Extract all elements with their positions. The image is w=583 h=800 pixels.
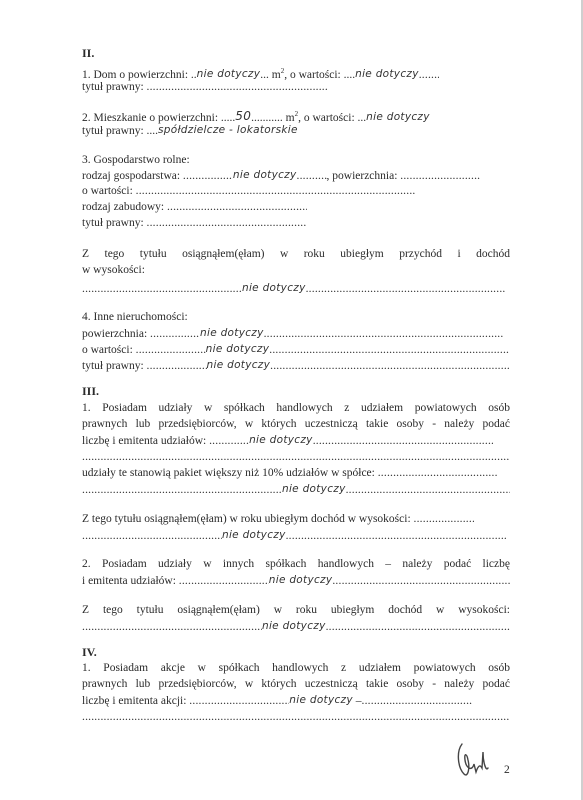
flat-value-label: , o wartości: ...	[298, 112, 367, 124]
s3-p1-line3	[82, 433, 510, 448]
dotted-fill	[147, 80, 327, 94]
house-title-label: tytuł prawny:	[82, 81, 147, 93]
dotted-fill	[183, 169, 233, 183]
other-area-line	[82, 326, 510, 341]
dotted-fill	[378, 466, 498, 480]
handwritten-not-applicable: nie dotyczy	[200, 327, 264, 339]
s3-fill-line	[82, 450, 510, 464]
dotted-fill	[82, 483, 282, 497]
dotted-fill	[264, 327, 504, 341]
income-text-line1: Z tego tytułu osiągnąłem(ęłam) w roku ubiegłym przychód i dochód	[82, 248, 510, 260]
handwritten-not-applicable: nie dotyczy	[232, 169, 297, 181]
handwritten-flat-area: 50	[235, 109, 252, 123]
farm-type-line	[82, 168, 510, 183]
dotted-fill	[82, 529, 222, 543]
signature-image	[452, 738, 496, 782]
dotted-fill	[167, 200, 307, 214]
dotted-fill	[82, 282, 242, 296]
farm-type-label: rodzaj gospodarstwa:	[82, 170, 183, 182]
farm-build-line	[82, 200, 510, 214]
handwritten-not-applicable: nie dotyczy	[206, 359, 271, 371]
house-value-label: , o wartości: ....	[284, 69, 356, 81]
dotted-fill	[414, 512, 474, 526]
s3-package-fill-line	[82, 482, 510, 497]
handwritten-not-applicable: nie dotyczy	[289, 694, 353, 706]
section-iii-heading: III.	[82, 384, 100, 398]
dotted-fill	[147, 216, 307, 230]
handwritten-cooperative: spółdzielcze - lokatorskie	[158, 124, 298, 136]
dotted-fill	[270, 359, 510, 373]
farm-title-line	[82, 216, 510, 230]
section-iv-heading: IV.	[82, 645, 97, 659]
other-title-label: tytuł prawny:	[82, 360, 147, 372]
dotted-fill	[147, 359, 207, 373]
dotted-fill	[306, 282, 506, 296]
other-area-label: powierzchnia:	[82, 328, 151, 340]
handwritten-not-applicable: nie dotyczy	[366, 111, 430, 123]
s4-fill-line	[82, 710, 510, 724]
flat-unit: ........... m	[251, 112, 295, 124]
dotted-fill	[209, 434, 249, 448]
dotted-fill	[400, 169, 480, 183]
other-value-line	[82, 342, 510, 357]
s4-p1-line3	[82, 693, 510, 708]
s3-p2-line1: 2. Posiadam udziały w innych spółkach handlowych – należy podać liczbę	[82, 558, 510, 570]
s3-income2-line: Z tego tytułu osiągnąłem(ęłam) w roku ubiegłym dochód w wysokości:	[82, 604, 510, 616]
other-value-label: o wartości:	[82, 344, 136, 356]
s3-p1-line2: prawnych lub przedsiębiorców, w których uczestniczą takie osoby - należy podać	[82, 418, 510, 430]
s3-p2-shares-label: i emitenta udziałów:	[82, 575, 179, 587]
income-text-line2: w wysokości:	[82, 264, 145, 276]
dotted-fill	[332, 574, 510, 588]
farm-value-line	[82, 184, 510, 198]
house-unit: ... m	[260, 69, 281, 81]
dotted-fill	[82, 710, 510, 724]
dotted-fill	[150, 327, 200, 341]
s3-package-line	[82, 466, 510, 480]
dotted-fill	[136, 184, 416, 198]
income-fill-line	[82, 281, 510, 296]
dotted-fill	[362, 694, 472, 708]
handwritten-not-applicable: nie dotyczy	[222, 529, 286, 541]
handwritten-not-applicable: nie dotyczy	[262, 620, 326, 632]
handwritten-not-applicable: nie dotyczy	[282, 483, 346, 495]
house-label: 1. Dom o powierzchni: ..	[82, 69, 197, 81]
s3-package-label: udziały te stanowią pakiet większy niż 10% udziałów w spółce:	[82, 467, 378, 479]
section-ii-heading: II.	[82, 46, 95, 60]
dotted-fill	[189, 694, 289, 708]
s3-income1-line	[82, 512, 510, 526]
s3-income1-label: Z tego tytułu osiągnąłem(ęłam) w roku ubiegłym dochód w wysokości:	[82, 513, 414, 525]
page-number: 2	[504, 764, 510, 776]
dotted-fill	[313, 434, 493, 448]
s4-shares-label: liczbę i emitenta akcji:	[82, 695, 190, 707]
s4-p1-line2: prawnych lub przedsiębiorców, w których uczestniczą takie osoby - należy podać	[82, 678, 510, 690]
handwritten-not-applicable: nie dotyczy	[355, 68, 419, 80]
s3-income1-fill-line	[82, 528, 510, 543]
dotted-fill	[179, 574, 269, 588]
s3-income2-fill-line	[82, 619, 510, 634]
dotted-fill	[297, 169, 327, 183]
s4-dash: –	[352, 695, 362, 707]
dotted-fill	[346, 483, 510, 497]
s3-p1-line1: 1. Posiadam udziały w spółkach handlowych z udziałem powiatowych osób	[82, 402, 510, 414]
dotted-fill	[286, 529, 506, 543]
flat-title-line	[82, 123, 510, 138]
s3-shares-label: liczbę i emitenta udziałów:	[82, 435, 210, 447]
s4-p1-line1: 1. Posiadam akcje w spółkach handlowych z udziałem powiatowych osób	[82, 662, 510, 674]
handwritten-not-applicable: nie dotyczy	[242, 282, 306, 294]
farm-build-label: rodzaj zabudowy:	[82, 201, 167, 213]
other-heading: 4. Inne nieruchomości:	[82, 311, 188, 323]
house-unit-sup: 2	[280, 67, 285, 75]
handwritten-not-applicable: nie dotyczy	[205, 343, 270, 355]
dotted-fill	[136, 343, 206, 357]
dotted-fill	[326, 620, 510, 634]
dotted-fill	[82, 450, 510, 464]
farm-area-label: , powierzchnia:	[326, 170, 401, 182]
farm-value-label: o wartości:	[82, 185, 136, 197]
dotted-fill	[82, 620, 262, 634]
flat-label: 2. Mieszkanie o powierzchni: .....	[82, 112, 236, 124]
flat-title-label: tytuł prawny: ....	[82, 125, 159, 137]
handwritten-not-applicable: nie dotyczy	[249, 434, 313, 446]
other-title-line	[82, 358, 510, 373]
dotted-fill	[269, 343, 509, 357]
house-title-line	[82, 80, 510, 94]
farm-title-label: tytuł prawny:	[82, 217, 147, 229]
s3-p2-line2	[82, 573, 510, 588]
handwritten-not-applicable: nie dotyczy	[196, 68, 261, 80]
farm-heading: 3. Gospodarstwo rolne:	[82, 154, 190, 166]
flat-unit-sup: 2	[294, 110, 299, 118]
handwritten-not-applicable: nie dotyczy	[268, 574, 333, 586]
